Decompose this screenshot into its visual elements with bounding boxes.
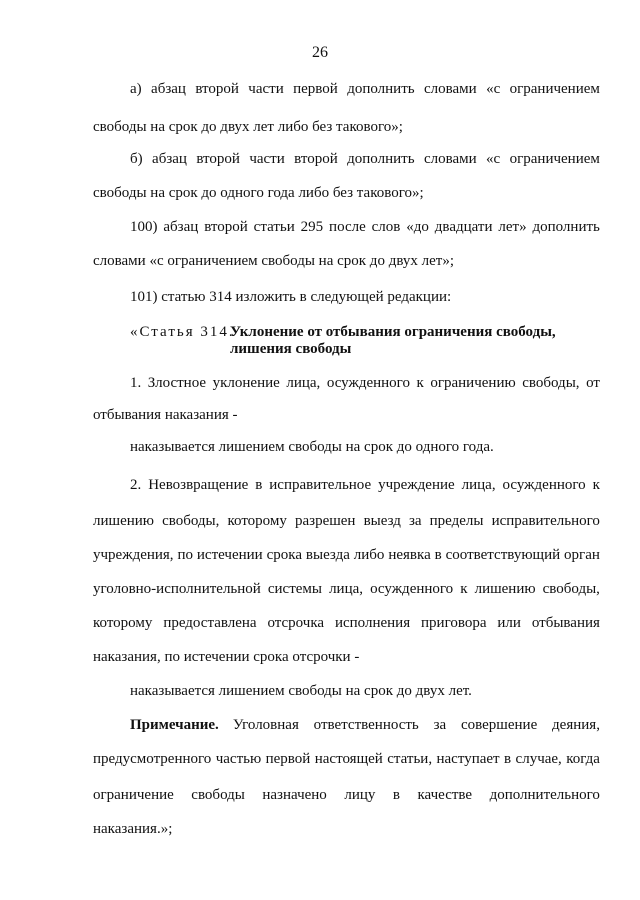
word: системы [267, 581, 323, 597]
word: Злостное [147, 375, 207, 391]
word: после [329, 219, 366, 235]
word: за [433, 717, 447, 733]
word: а) [130, 81, 142, 97]
word: соответствующий [445, 547, 561, 563]
word: либо [353, 547, 385, 563]
word: частью [215, 751, 262, 767]
part-2-line-2 [93, 512, 600, 530]
word: второй [196, 151, 240, 167]
part-1-line-1 [130, 374, 600, 392]
word: деяния, [552, 717, 600, 733]
word: абзац [152, 151, 187, 167]
part-1-line-2: отбывания наказания - [93, 407, 238, 423]
word: первой [293, 81, 338, 97]
word: отбывания [531, 615, 600, 631]
paragraph-b-line-1 [130, 150, 600, 168]
word: статьи [253, 219, 295, 235]
word: лишению [93, 513, 154, 529]
word: лица, [329, 581, 364, 597]
word: «с [486, 81, 501, 97]
word: дополнительного [489, 787, 600, 803]
article-title-line-2: лишения свободы [230, 341, 352, 357]
word: лица, [286, 375, 321, 391]
article-prefix: «Статья 314. [130, 324, 235, 340]
word: 100) [130, 219, 158, 235]
paragraph-a-line-1 [130, 80, 600, 98]
part-2-line-6: наказания, по истечении срока отсрочки - [93, 649, 360, 665]
word: когда [566, 751, 600, 767]
word: истечении [196, 547, 263, 563]
word: «с [486, 151, 501, 167]
word: слов [371, 219, 401, 235]
word: неявка [388, 547, 431, 563]
word: ограничением [509, 81, 600, 97]
word: исправительное [269, 477, 372, 493]
word: отсрочка [267, 615, 325, 631]
word: предоставлена [163, 615, 257, 631]
paragraph-a-line-2: свободы на срок до двух лет либо без такового»; [93, 119, 403, 135]
part-2-sanction: наказывается лишением свободы на срок до двух лет. [130, 683, 472, 699]
note-text-1 [233, 716, 600, 734]
word: второй [294, 151, 338, 167]
word: настоящей [314, 751, 383, 767]
word: лица, [461, 477, 496, 493]
word: дополнить [532, 219, 600, 235]
article-title-line-1: Уклонение от отбывания ограничения свободы, [230, 324, 556, 340]
word: по [177, 547, 193, 563]
part-2-line-5 [93, 614, 600, 632]
word: учреждение [378, 477, 455, 493]
word: совершение [461, 717, 538, 733]
note-line-1 [130, 716, 600, 734]
word: 1. [130, 375, 142, 391]
word: уклонение [212, 375, 280, 391]
part-2-line-4 [93, 580, 600, 598]
word: приговора [421, 615, 487, 631]
word: абзац [151, 81, 186, 97]
word: в [255, 477, 263, 493]
word: части [249, 151, 285, 167]
word: Уголовная [232, 717, 299, 733]
word: которому [93, 615, 153, 631]
word: лет» [498, 219, 527, 235]
word: абзац [163, 219, 199, 235]
paragraph-101: 101) статью 314 изложить в следующей редакции: [130, 289, 452, 305]
word: осужденного [326, 375, 410, 391]
page-number: 26 [312, 44, 328, 61]
word: выезда [305, 547, 350, 563]
word: орган [564, 547, 600, 563]
word: исправительного [491, 513, 600, 529]
word: которому [227, 513, 287, 529]
word: двадцати [434, 219, 493, 235]
word: или [497, 615, 521, 631]
note-label: Примечание. [130, 717, 219, 733]
word: осужденного [370, 581, 454, 597]
word: свободы, [522, 375, 580, 391]
word: назначено [262, 787, 327, 803]
word: ограничением [509, 151, 600, 167]
word: уголовно-исполнительной [93, 581, 261, 597]
word: наступает [436, 751, 500, 767]
note-line-2 [93, 750, 600, 768]
note-line-4: наказания.»; [93, 821, 173, 837]
word: в [392, 787, 400, 803]
word: от [586, 375, 600, 391]
paragraph-b-line-2: свободы на срок до одного года либо без такового»; [93, 185, 424, 201]
word: в [434, 547, 442, 563]
paragraph-100-line-2: словами «с ограничением свободы на срок до двух лет»; [93, 253, 455, 269]
word: второй [195, 81, 239, 97]
article-heading [130, 324, 556, 357]
part-2-line-1 [130, 476, 600, 494]
word: второй [204, 219, 248, 235]
word: 2. [130, 477, 142, 493]
word: качестве [417, 787, 473, 803]
word: дополнить [347, 151, 415, 167]
note-line-3 [93, 786, 600, 804]
word: б) [130, 151, 143, 167]
word: словами [423, 81, 477, 97]
word: «до [406, 219, 429, 235]
word: срока [266, 547, 303, 563]
word: свободы, [542, 581, 600, 597]
word: выезд [363, 513, 401, 529]
word: за [408, 513, 422, 529]
word: лишению [474, 581, 536, 597]
word: учреждения, [93, 547, 174, 563]
word: первой [265, 751, 311, 767]
word: исполнения [334, 615, 411, 631]
word: ограничение [93, 787, 174, 803]
word: к [592, 477, 600, 493]
word: свободы [191, 787, 245, 803]
word: свободы, [162, 513, 220, 529]
word: осужденного [502, 477, 586, 493]
word: пределы [429, 513, 484, 529]
word: части [248, 81, 284, 97]
word: разрешен [294, 513, 356, 529]
paragraph-100-line-1 [130, 218, 600, 236]
word: случае, [515, 751, 562, 767]
word: лицу [344, 787, 376, 803]
note-line-1-row [130, 716, 600, 734]
article-title [230, 324, 556, 358]
word: предусмотренного [93, 751, 212, 767]
word: в [504, 751, 512, 767]
part-1-sanction: наказывается лишением свободы на срок до одного года. [130, 439, 494, 455]
word: ограничению [430, 375, 516, 391]
word: ответственность [313, 717, 419, 733]
word: Невозвращение [148, 477, 249, 493]
word: 295 [300, 219, 324, 235]
word: словами [423, 151, 477, 167]
word: к [416, 375, 424, 391]
word: к [460, 581, 468, 597]
word: дополнить [347, 81, 415, 97]
part-2-line-3 [93, 546, 600, 564]
word: статьи, [387, 751, 433, 767]
